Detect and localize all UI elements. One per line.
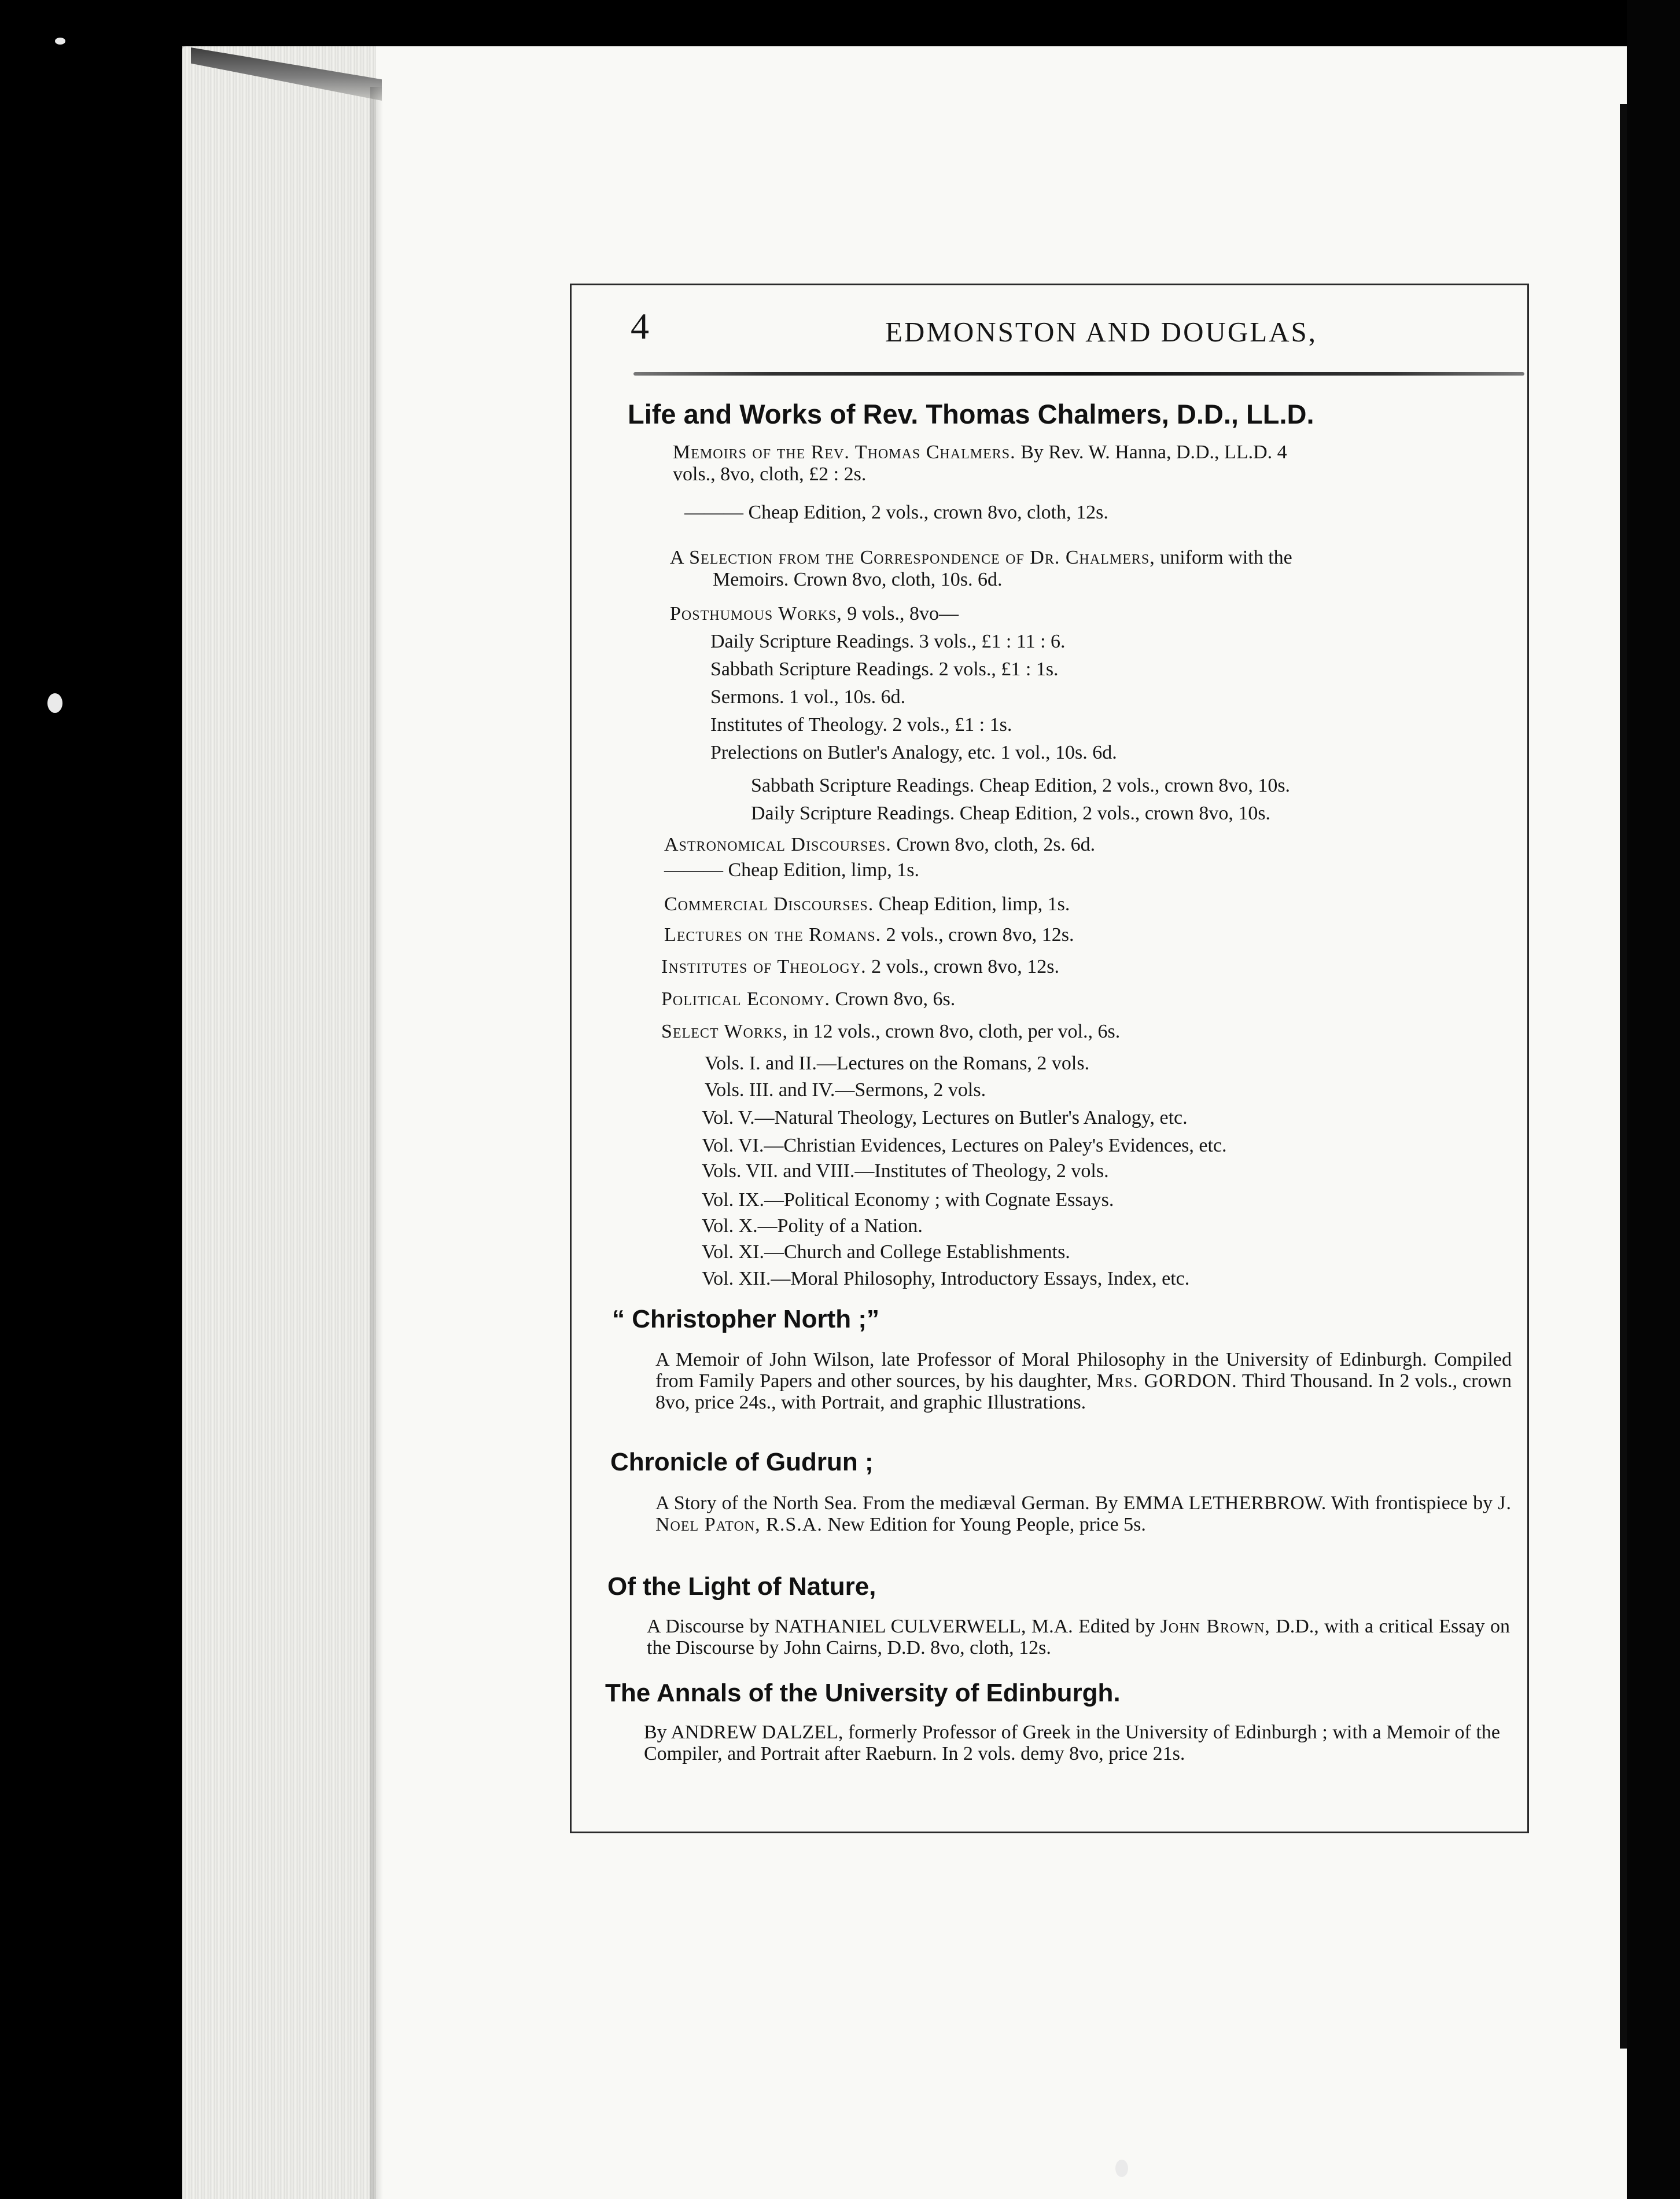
astronomical-title: Astronomical Discourses.: [664, 834, 891, 855]
gudrun-description: [655, 1492, 1512, 1535]
light-of-nature-heading: Of the Light of Nature,: [607, 1572, 876, 1601]
christopher-north-description: [655, 1349, 1512, 1413]
posthumous-detail: 9 vols., 8vo—: [847, 603, 959, 624]
posthumous-item: Daily Scripture Readings. 3 vols., £1 : 11 : 6.: [710, 631, 1066, 652]
select-volume: Vol. X.—Polity of a Nation.: [702, 1215, 923, 1237]
gudrun-heading: Chronicle of Gudrun ;: [610, 1448, 874, 1476]
select-volume: Vol. XI.—Church and College Establishments.: [702, 1241, 1070, 1263]
annals-description: By ANDREW DALZEL, formerly Professor of Greek in the University of Edinburgh ; with a Memoir of the Compiler, and Portrait after Raeburn. In 2 vols. demy 8vo, price 21s.: [644, 1722, 1500, 1764]
selection-title: A Selection from the Correspondence of Dr. Chalmers,: [670, 547, 1155, 568]
memoirs-entry: [673, 442, 1287, 464]
christopher-north-heading: “ Christopher North ;”: [612, 1305, 879, 1333]
commercial-detail: Cheap Edition, limp, 1s.: [878, 893, 1070, 915]
select-works-entry: [661, 1021, 1120, 1043]
astronomical-detail: Crown 8vo, cloth, 2s. 6d.: [896, 834, 1096, 855]
institutes-detail: 2 vols., crown 8vo, 12s.: [871, 956, 1060, 977]
christopher-north-author: Mrs. GORDON.: [1096, 1370, 1237, 1392]
cheap-item: Daily Scripture Readings. Cheap Edition, 2 vols., crown 8vo, 10s.: [751, 803, 1271, 824]
posthumous-item: Institutes of Theology. 2 vols., £1 : 1s.: [710, 714, 1012, 736]
romans-title: Lectures on the Romans.: [664, 924, 882, 946]
page-edges: [182, 46, 376, 2199]
select-volume: Vol. IX.—Political Economy ; with Cognate Essays.: [702, 1189, 1114, 1211]
posthumous-item: Sabbath Scripture Readings. 2 vols., £1 : 1s.: [710, 659, 1059, 680]
scan-speck: [55, 38, 65, 45]
christopher-north-text-end: Third Thousand. In 2 vols., crown 8vo, price 24s., with Portrait, and graphic Illustrations.: [655, 1370, 1512, 1413]
scan-speck: [47, 693, 62, 713]
political-entry: [661, 988, 955, 1010]
page-number: 4: [631, 306, 649, 347]
select-volume: Vol. XII.—Moral Philosophy, Introductory Essays, Index, etc.: [702, 1268, 1190, 1289]
select-volume: Vol. V.—Natural Theology, Lectures on Butler's Analogy, etc.: [702, 1107, 1188, 1128]
selection-detail: uniform with the: [1160, 547, 1292, 568]
chalmers-heading: Life and Works of Rev. Thomas Chalmers, D.D., LL.D.: [628, 399, 1314, 429]
cheap-item: Sabbath Scripture Readings. Cheap Edition, 2 vols., crown 8vo, 10s.: [751, 775, 1291, 796]
annals-heading: The Annals of the University of Edinburgh.: [605, 1679, 1121, 1707]
memoirs-cheap-edition: ——— Cheap Edition, 2 vols., crown 8vo, cloth, 12s.: [684, 502, 1108, 523]
light-of-nature-editor: John Brown,: [1160, 1616, 1270, 1637]
light-of-nature-text: A Discourse by NATHANIEL CULVERWELL, M.A. Edited by: [647, 1616, 1155, 1637]
light-of-nature-description: [647, 1616, 1510, 1659]
institutes-title: Institutes of Theology.: [661, 956, 867, 977]
select-volume: Vols. III. and IV.—Sermons, 2 vols.: [705, 1079, 986, 1101]
scan-speck: [1115, 2160, 1128, 2177]
select-volume: Vols. VII. and VIII.—Institutes of Theology, 2 vols.: [702, 1160, 1109, 1182]
astronomical-entry: [664, 834, 1095, 856]
romans-detail: 2 vols., crown 8vo, 12s.: [886, 924, 1074, 946]
right-scan-border: [1627, 0, 1680, 2199]
memoirs-title: Memoirs of the Rev. Thomas Chalmers.: [673, 442, 1016, 463]
selection-price: Memoirs. Crown 8vo, cloth, 10s. 6d.: [713, 569, 1003, 590]
institutes-entry: [661, 956, 1059, 978]
memoirs-price: vols., 8vo, cloth, £2 : 2s.: [673, 464, 867, 485]
gudrun-text: A Story of the North Sea. From the mediæval German. By EMMA LETHERBROW. With frontispiece by: [655, 1492, 1493, 1514]
gudrun-illustrator: J. Noel Paton, R.S.A.: [655, 1492, 1512, 1535]
political-title: Political Economy.: [661, 988, 830, 1010]
header-rule: [633, 372, 1524, 376]
running-header: EDMONSTON AND DOUGLAS,: [885, 316, 1318, 348]
commercial-title: Commercial Discourses.: [664, 893, 874, 915]
political-detail: Crown 8vo, 6s.: [835, 988, 956, 1010]
commercial-entry: [664, 893, 1070, 915]
select-works-detail: in 12 vols., crown 8vo, cloth, per vol., 6s.: [793, 1021, 1121, 1042]
select-volume: Vol. VI.—Christian Evidences, Lectures on Paley's Evidences, etc.: [702, 1135, 1227, 1156]
memoirs-detail: By Rev. W. Hanna, D.D., LL.D. 4: [1020, 442, 1287, 463]
posthumous-title: Posthumous Works,: [670, 603, 842, 624]
astronomical-cheap: ——— Cheap Edition, limp, 1s.: [664, 859, 920, 881]
gudrun-text-end: New Edition for Young People, price 5s.: [827, 1514, 1146, 1535]
posthumous-item: Prelections on Butler's Analogy, etc. 1 vol., 10s. 6d.: [710, 742, 1117, 763]
romans-entry: [664, 924, 1074, 946]
select-works-title: Select Works,: [661, 1021, 789, 1042]
christopher-north-text: A Memoir of John Wilson, late Professor of Moral Philosophy in the University of Edinburgh. Compiled from Family Papers and other sources, by his daughter,: [655, 1349, 1512, 1392]
light-of-nature-text-end: D.D., with a critical Essay on the Discourse by John Cairns, D.D. 8vo, cloth, 12s.: [647, 1616, 1510, 1659]
selection-entry: [670, 547, 1292, 569]
posthumous-entry: [670, 603, 959, 625]
posthumous-item: Sermons. 1 vol., 10s. 6d.: [710, 686, 906, 708]
gutter-shadow: [370, 87, 383, 2199]
select-volume: Vols. I. and II.—Lectures on the Romans, 2 vols.: [705, 1053, 1090, 1074]
